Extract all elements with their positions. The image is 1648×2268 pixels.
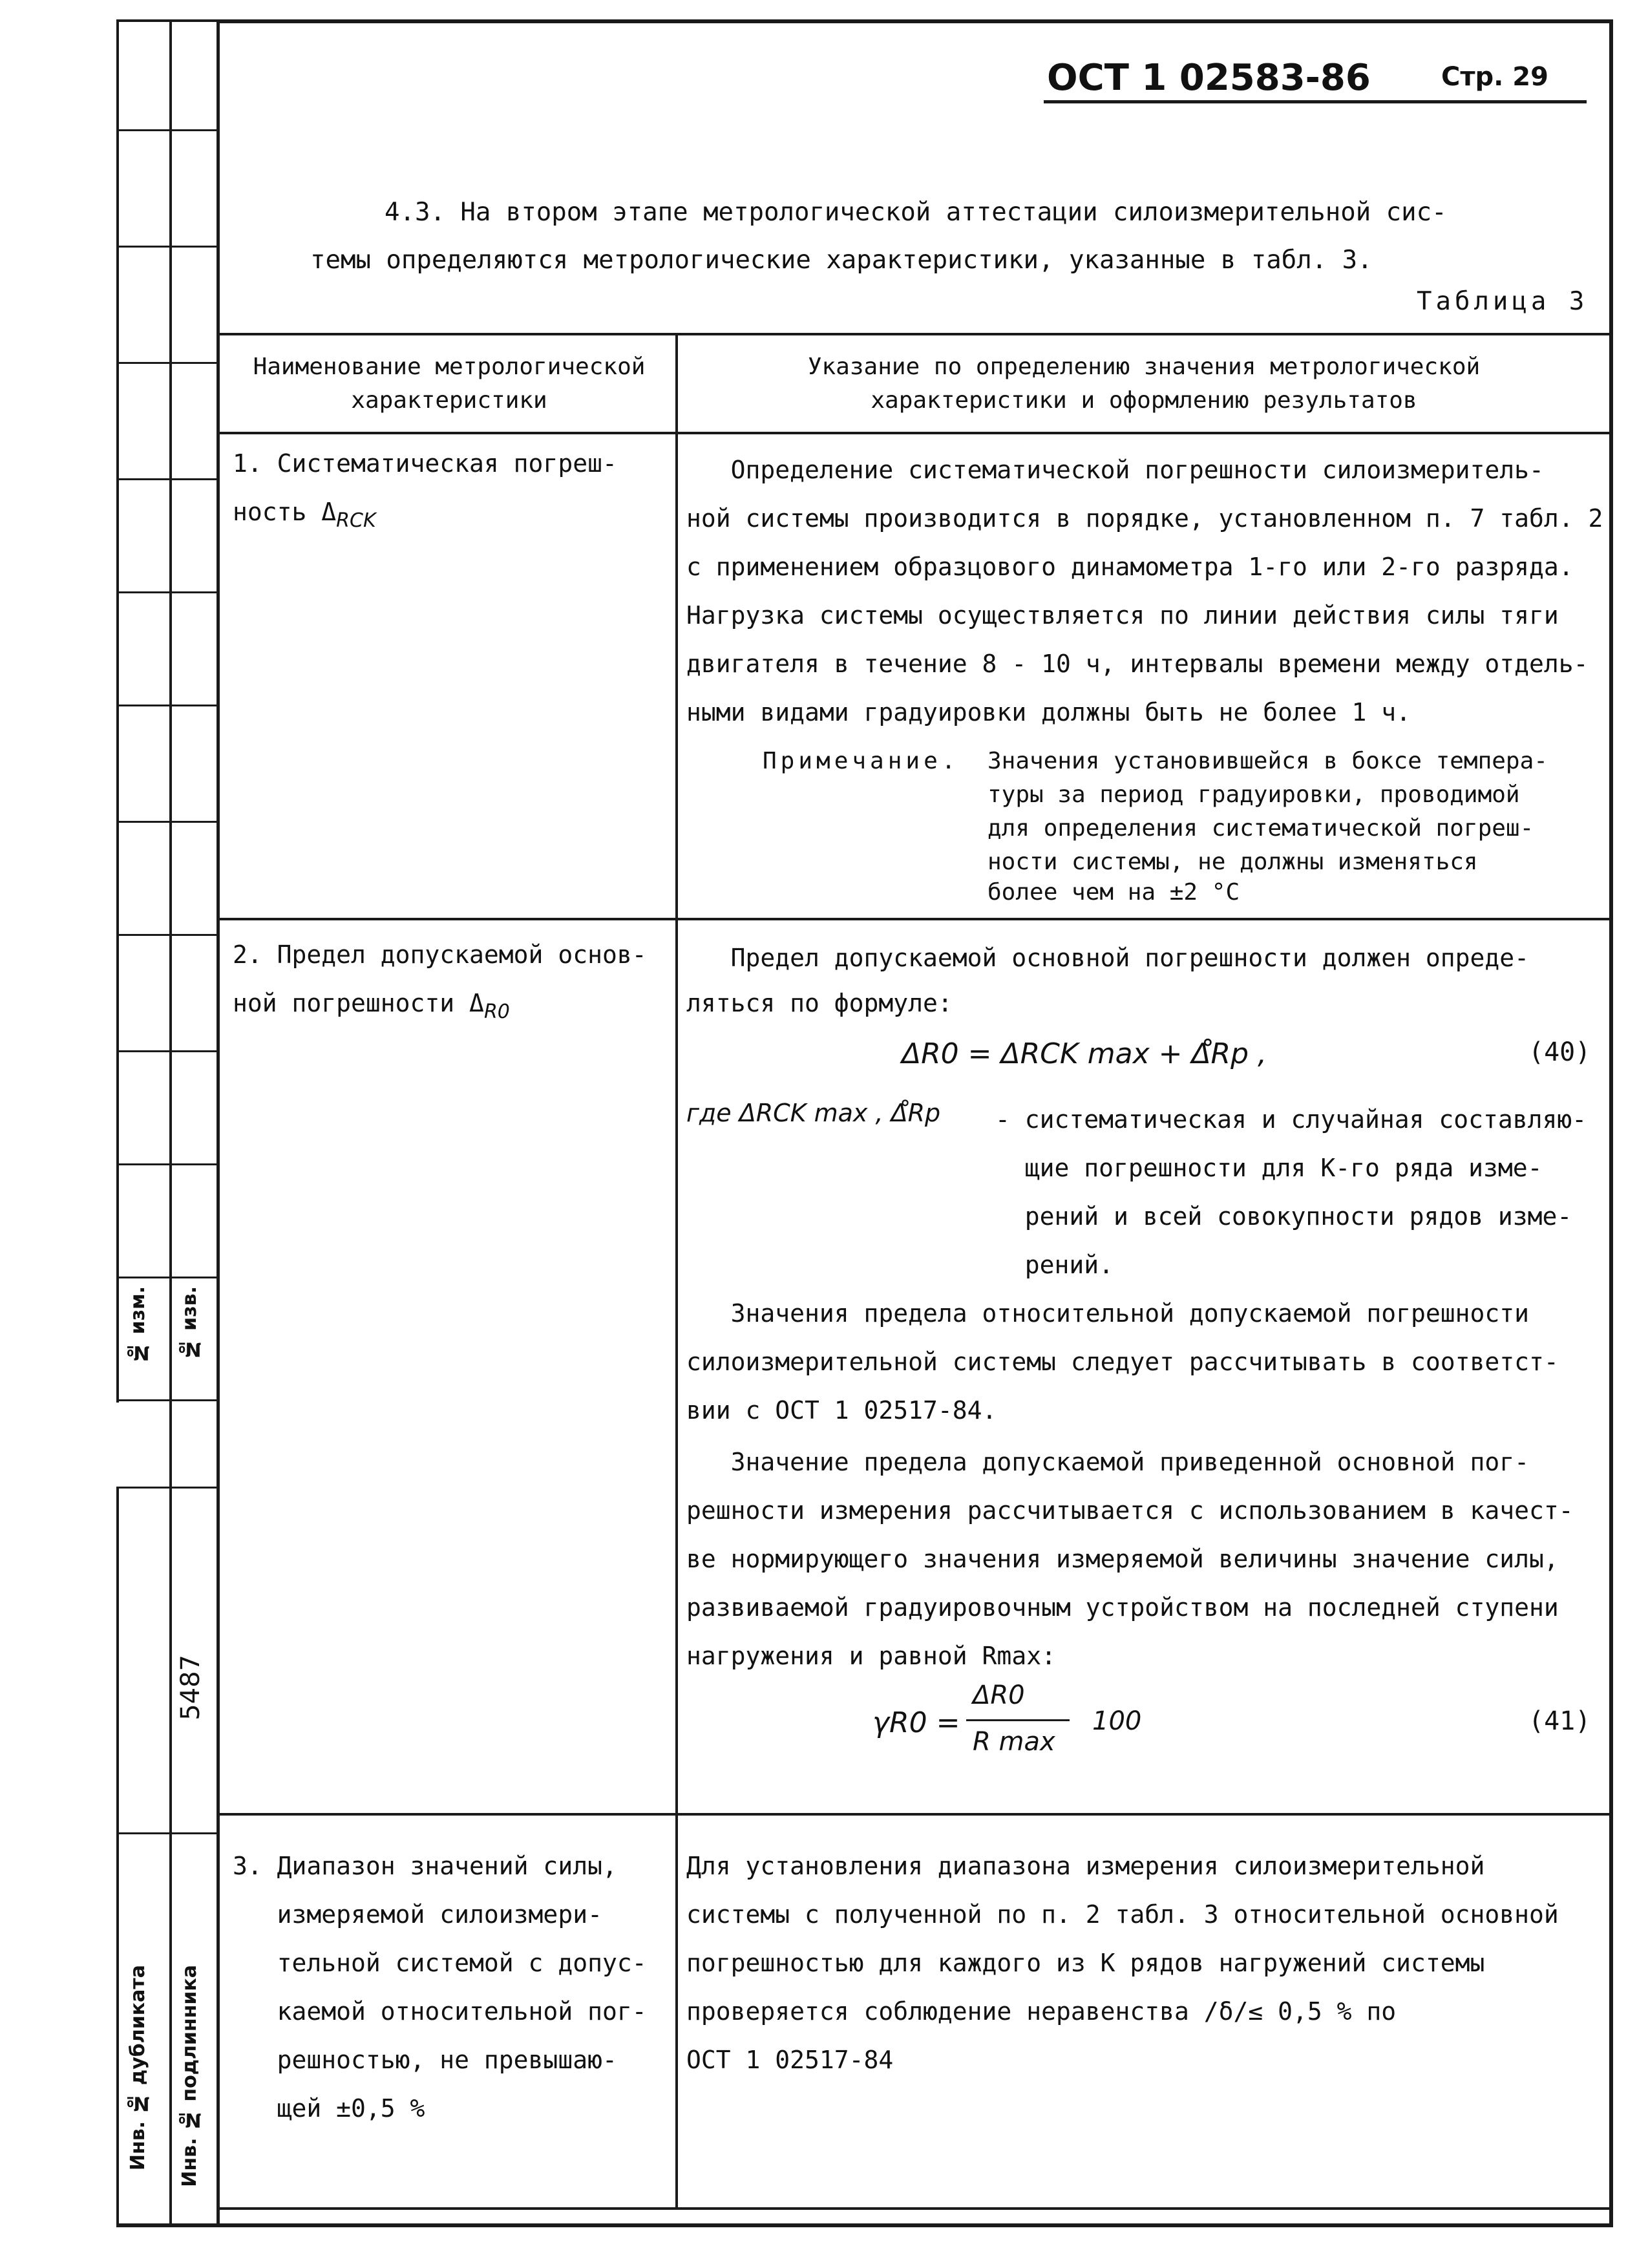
equation-number-41: (41) (1528, 1706, 1591, 1736)
row3-name-line-5: решностью, не превышаю- (233, 2046, 617, 2074)
page-number: Стр. 29 (1441, 62, 1548, 92)
margin-rule-5 (116, 591, 218, 593)
row3-body-line-5: ОСТ 1 02517-84 (686, 2046, 894, 2074)
row1-note-label: Примечание. (763, 748, 960, 774)
margin-rule-7 (116, 821, 218, 823)
row3-name-line-2: измеряемой силоизмери- (233, 1900, 602, 1929)
frame-bottom (116, 2223, 1613, 2227)
row3-name-line-1: 3. Диапазон значений силы, (233, 1852, 617, 1880)
row1-body-line-1: Определение систематической погрешности силоизмеритель- (686, 456, 1544, 484)
margin-izv-label: № изв. (178, 1286, 201, 1361)
row3-body-line-3: погрешностью для каждого из K рядов нагружений системы (686, 1949, 1485, 1977)
row2-intro-line-2: ляться по формуле: (686, 989, 953, 1017)
intro-line-1: 4.3. На втором этапе метрологической аттестации силоизмерительной сис- (385, 198, 1447, 227)
intro-line-2: темы определяются метрологические характеристики, указанные в табл. 3. (310, 246, 1373, 275)
formula-41-left: γR0 = (872, 1706, 960, 1739)
row2-para3-line-4: развиваемой градуировочным устройством на последней ступени (686, 1593, 1559, 1622)
row2-para3-line-5: нагружения и равной Rmax: (686, 1642, 1056, 1670)
row2-name-line-2 (233, 979, 510, 1036)
row2-para3-line-2: решности измерения рассчитывается с использованием в качест- (686, 1496, 1574, 1525)
row1-body-line-3: с применением образцового динамометра 1-го или 2-го разряда. (686, 553, 1574, 581)
row1-note-line-1: Значения установившейся в боксе темпера- (988, 748, 1548, 774)
margin-left-edge-upper (116, 19, 119, 1403)
where-line-4: рений. (995, 1251, 1114, 1279)
margin-rule-2 (116, 246, 218, 248)
margin-rule-6 (116, 705, 218, 706)
table-row1-bottom (218, 918, 1613, 920)
row1-name-text: ность Δ (233, 498, 337, 526)
formula-41-denominator: R max (973, 1727, 1055, 1757)
formula-40: ΔR0 = ΔRCK max + Δ̊Rp , (902, 1037, 1267, 1070)
row2-para3-line-1: Значение предела допускаемой приведенной основной пог- (686, 1448, 1530, 1476)
margin-rule-4 (116, 478, 218, 480)
frame-right (1609, 19, 1613, 2227)
margin-rule-1 (116, 129, 218, 131)
document-number: ОСТ 1 02583-86 (1047, 57, 1371, 99)
row3-name-line-6: щей ±0,5 % (233, 2094, 425, 2123)
row2-name-symbol: R0 (483, 1001, 510, 1023)
row1-note-line-4: ности системы, не должны изменяться (988, 849, 1478, 875)
margin-rule-9 (116, 1050, 218, 1052)
header-underline (1044, 100, 1587, 103)
row1-note-line-2: туры за период градуировки, проводимой (988, 781, 1520, 808)
row1-body-line-4: Нагрузка системы осуществляется по линии действия силы тяги (686, 601, 1559, 630)
margin-rule-3 (116, 362, 218, 364)
margin-dublikat-label: Инв. № дубликата (127, 1965, 149, 2171)
row2-para2-line-2: силоизмерительной системы следует рассчитывать в соответст- (686, 1348, 1559, 1376)
margin-rule-14 (116, 1832, 218, 1834)
row1-body-line-6: ными видами градуировки должны быть не более 1 ч. (686, 698, 1411, 726)
row1-body-line-2: ной системы производится в порядке, установленном п. 7 табл. 2 (686, 504, 1603, 533)
margin-left-edge-lower (116, 1487, 119, 2225)
row3-name-line-3: тельной системой с допус- (233, 1949, 647, 1977)
col2-header-text: Указание по определению значения метрологической характеристики и оформлению результатов (807, 354, 1481, 414)
where-line-2: щие погрешности для K-го ряда изме- (995, 1154, 1543, 1182)
row2-para2-line-3: вии с ОСТ 1 02517-84. (686, 1396, 997, 1425)
frame-top (217, 19, 1612, 23)
margin-divider (169, 19, 172, 2225)
where-line-1: - систематическая и случайная составляю- (995, 1105, 1587, 1134)
margin-rule-8 (116, 934, 218, 936)
margin-rule-13 (116, 1487, 218, 1489)
formula-41-factor: 100 (1092, 1706, 1142, 1736)
formula-41-fraction-bar (966, 1719, 1070, 1721)
table-caption: Таблица 3 (1417, 287, 1589, 316)
row3-body-line-4: проверяется соблюдение неравенства /δ/≤ 0,5 % по (686, 1997, 1397, 2026)
margin-podlinnik-label: Инв. № подлинника (178, 1965, 201, 2187)
row3-body-line-1: Для установления диапазона измерения силоизмерительной (686, 1852, 1485, 1880)
margin-inv-number: 5487 (176, 1655, 206, 1721)
row3-name-line-4: каемой относительной пог- (233, 1997, 647, 2026)
equation-number-40: (40) (1528, 1037, 1591, 1067)
row1-body-line-5: двигателя в течение 8 - 10 ч, интервалы времени между отдель- (686, 650, 1589, 678)
table-header-bottom (218, 432, 1613, 434)
where-label: где ΔRCK max , Δ̊Rp (686, 1099, 941, 1127)
formula-41-numerator: ΔR0 (973, 1680, 1025, 1710)
row3-body-line-2: системы с полученной по п. 2 табл. 3 относительной основной (686, 1900, 1559, 1929)
col2-header (679, 350, 1609, 418)
row2-para3-line-3: ве нормирующего значения измеряемой величины значение силы, (686, 1545, 1559, 1573)
margin-top-edge (116, 19, 218, 22)
where-line-3: рений и всей совокупности рядов изме- (995, 1202, 1572, 1231)
row2-name-text: ной погрешности Δ (233, 989, 484, 1017)
row1-note-line-5: более чем на ±2 °C (988, 879, 1240, 906)
margin-rule-10 (116, 1163, 218, 1165)
frame-left (217, 19, 220, 2225)
col1-header-text: Наименование метрологической характеристики (253, 354, 646, 414)
table-top-border (218, 333, 1613, 335)
row1-name-symbol: RCK (336, 509, 376, 532)
margin-rule-11 (116, 1277, 218, 1278)
row1-name-line-1: 1. Систематическая погреш- (233, 449, 617, 478)
table-bottom-border (218, 2207, 1613, 2210)
margin-rule-12 (116, 1399, 218, 1401)
row2-name-line-1: 2. Предел допускаемой основ- (233, 940, 647, 969)
table-row2-bottom (218, 1813, 1613, 1816)
margin-izm-label: № изм. (127, 1286, 149, 1364)
row1-name-line-2 (233, 488, 376, 545)
row1-note-line-3: для определения систематической погреш- (988, 815, 1534, 842)
col1-header (223, 350, 675, 418)
table-column-divider (675, 333, 678, 2210)
row2-para2-line-1: Значения предела относительной допускаемой погрешности (686, 1299, 1530, 1328)
row2-intro-line-1: Предел допускаемой основной погрешности должен опреде- (686, 944, 1530, 972)
